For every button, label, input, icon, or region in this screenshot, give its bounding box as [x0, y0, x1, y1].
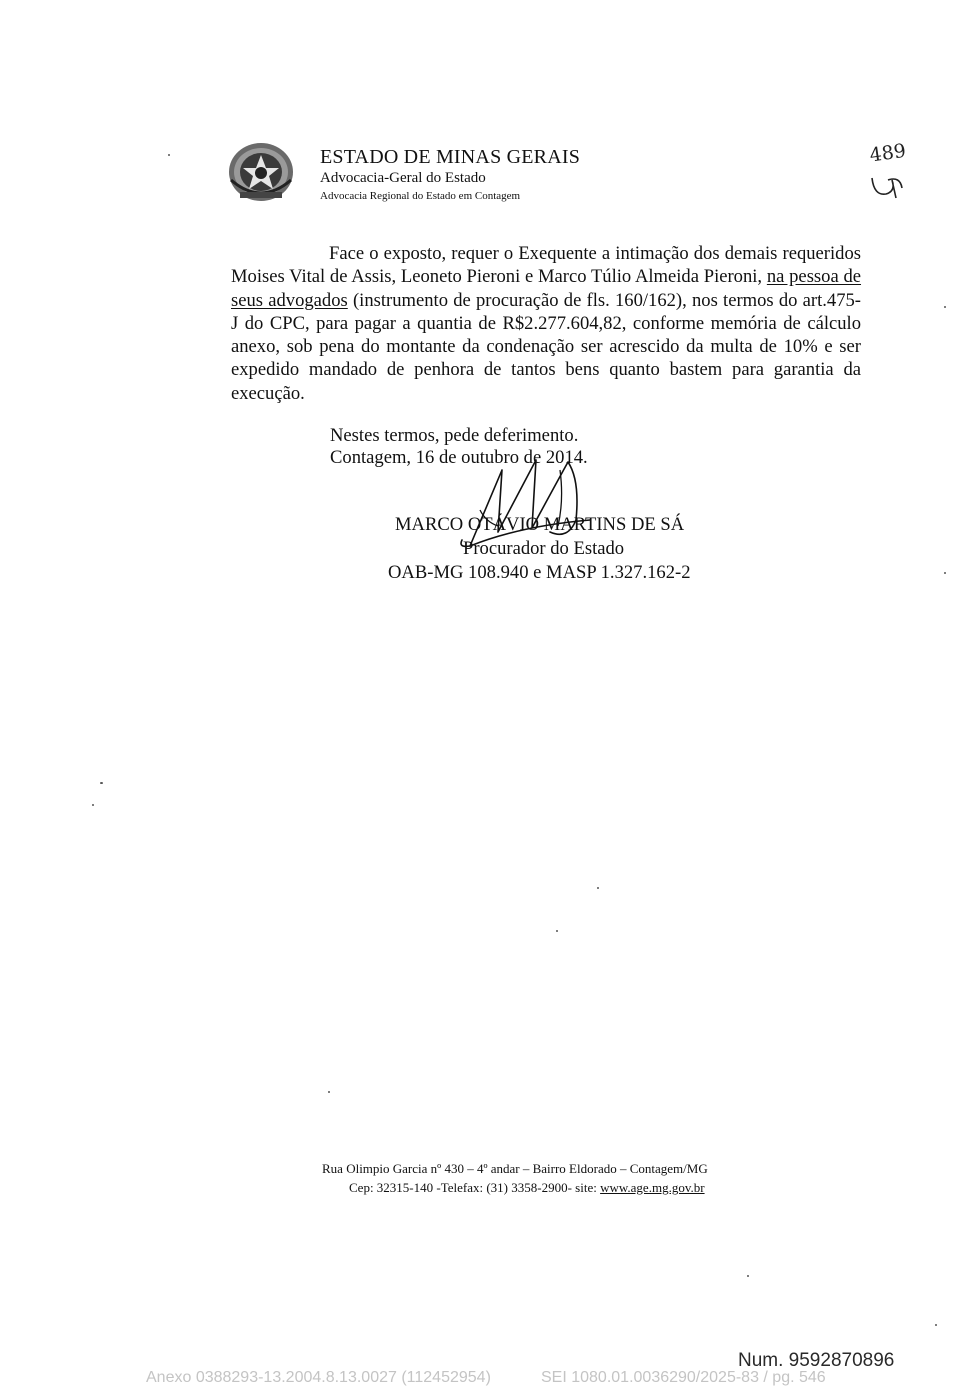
header-regional-office: Advocacia Regional do Estado em Contagem	[320, 190, 521, 202]
scan-speck	[747, 1275, 749, 1277]
scan-speck	[168, 154, 170, 156]
footer-address: Rua Olimpio Garcia nº 430 – 4º andar – Bairro Eldorado – Contagem/MG	[322, 1161, 708, 1176]
scan-speck	[328, 1091, 330, 1093]
closing-request: Nestes termos, pede deferimento.	[330, 425, 579, 446]
sei-watermark: SEI 1080.01.0036290/2025-83 / pg. 546	[541, 1369, 826, 1386]
body-paragraph	[231, 242, 861, 405]
signer-registration: OAB-MG 108.940 e MASP 1.327.162-2	[388, 562, 691, 583]
footer-contact	[349, 1180, 705, 1196]
scan-speck	[944, 306, 946, 308]
header-agency-name: Advocacia-Geral do Estado	[320, 170, 486, 186]
footer-site-link[interactable]: www.age.mg.gov.br	[600, 1180, 705, 1195]
scan-speck	[92, 804, 94, 806]
signer-name: MARCO OTÁVIO MARTINS DE SÁ	[395, 514, 685, 535]
body-text-part1: Face o exposto, requer o Exequente a intimação dos demais requeridos Moises Vital de Assis, Leoneto Pieroni e Marco Túlio Almeida Pieroni,	[231, 243, 861, 288]
state-seal-logo	[226, 140, 296, 204]
document-number-stamp: Num. 9592870896	[738, 1350, 895, 1371]
place-date-line: Contagem, 16 de outubro de 2014.	[330, 447, 588, 468]
scan-speck	[556, 930, 558, 932]
signer-title: Procurador do Estado	[463, 538, 625, 559]
scan-speck	[100, 782, 103, 784]
body-text-part2: (instrumento de procuração de fls. 160/162), nos termos do art.475-J do CPC, para pagar a quantia de R$2.277.604,82, conforme memória de cálculo anexo, sob pena do montante da condenação ser acrescido da multa de 10% e ser expedido mandado de penhora de tantos bens quanto bastem para garantia da execução.	[231, 289, 861, 404]
annex-watermark: Anexo 0388293-13.2004.8.13.0027 (112452954)	[146, 1369, 491, 1386]
handwritten-signature	[440, 440, 610, 565]
header-state-name: ESTADO DE MINAS GERAIS	[320, 146, 581, 168]
handwritten-page-number	[862, 136, 910, 206]
svg-text:489: 489	[868, 139, 908, 167]
scan-speck	[935, 1324, 937, 1326]
scan-speck	[944, 572, 946, 574]
footer-contact-text: Cep: 32315-140 -Telefax: (31) 3358-2900- site:	[349, 1180, 597, 1195]
scan-speck	[597, 887, 599, 889]
body-text-underlined: na pessoa de seus advogados	[231, 266, 862, 311]
